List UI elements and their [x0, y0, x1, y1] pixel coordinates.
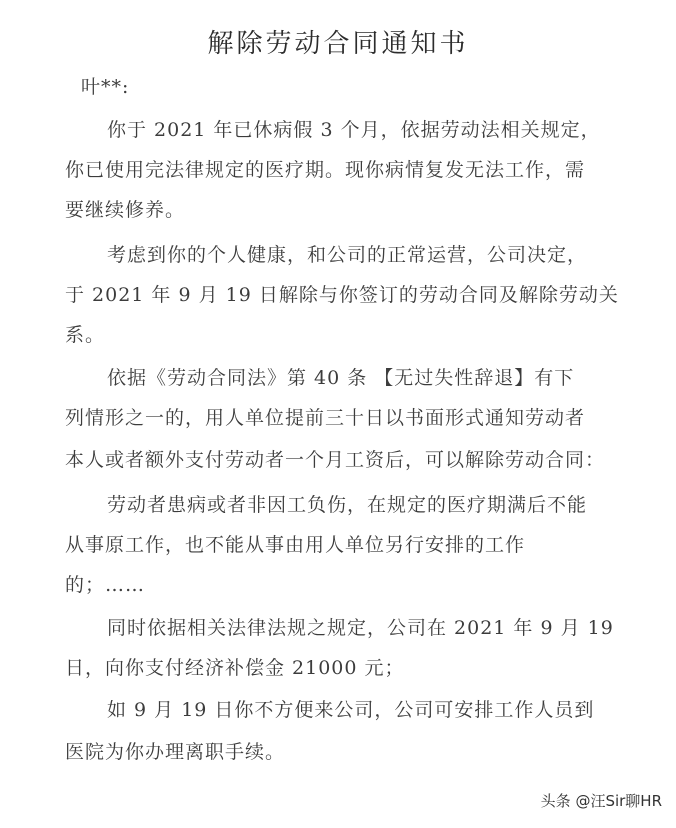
paragraph-4-line-2: 从事原工作，也不能从事由用人单位另行安排的工作: [65, 534, 526, 556]
paragraph-3-line-3: 本人或者额外支付劳动者一个月工资后，可以解除劳动合同：: [65, 449, 606, 471]
paragraph-1-line-3: 要继续修养。: [65, 199, 186, 221]
paragraph-6-line-2: 医院为你办理离职手续。: [65, 741, 286, 763]
paragraph-5-line-2: 日，向你支付经济补偿金 21000 元；: [65, 657, 405, 679]
salutation: 叶**:: [81, 76, 130, 98]
paragraph-6-line-1: 如 9 月 19 日你不方便来公司，公司可安排工作人员到: [107, 699, 595, 721]
source-watermark: 头条 @汪Sir聊HR: [540, 792, 662, 810]
paragraph-1-line-2: 你已使用完法律规定的医疗期。现你病情复发无法工作，需: [65, 159, 586, 181]
document-title: 解除劳动合同通知书: [207, 29, 469, 59]
paragraph-2-line-3: 系。: [65, 324, 106, 346]
paragraph-3-line-2: 列情形之一的，用人单位提前三十日以书面形式通知劳动者: [65, 407, 586, 429]
paragraph-1-line-1: 你于 2021 年已休病假 3 个月，依据劳动法相关规定，: [107, 119, 601, 141]
paragraph-5-line-1: 同时依据相关法律法规之规定，公司在 2021 年 9 月 19: [107, 617, 614, 639]
paragraph-3-line-1: 依据《劳动合同法》第 40 条 【无过失性辞退】有下: [107, 367, 575, 389]
paragraph-4-line-1: 劳动者患病或者非因工负伤，在规定的医疗期满后不能: [107, 494, 588, 516]
paragraph-2-line-1: 考虑到你的个人健康，和公司的正常运营，公司决定，: [107, 244, 588, 266]
paragraph-4-line-3: 的；……: [65, 574, 146, 596]
paragraph-2-line-2: 于 2021 年 9 月 19 日解除与你签订的劳动合同及解除劳动关: [65, 284, 619, 306]
